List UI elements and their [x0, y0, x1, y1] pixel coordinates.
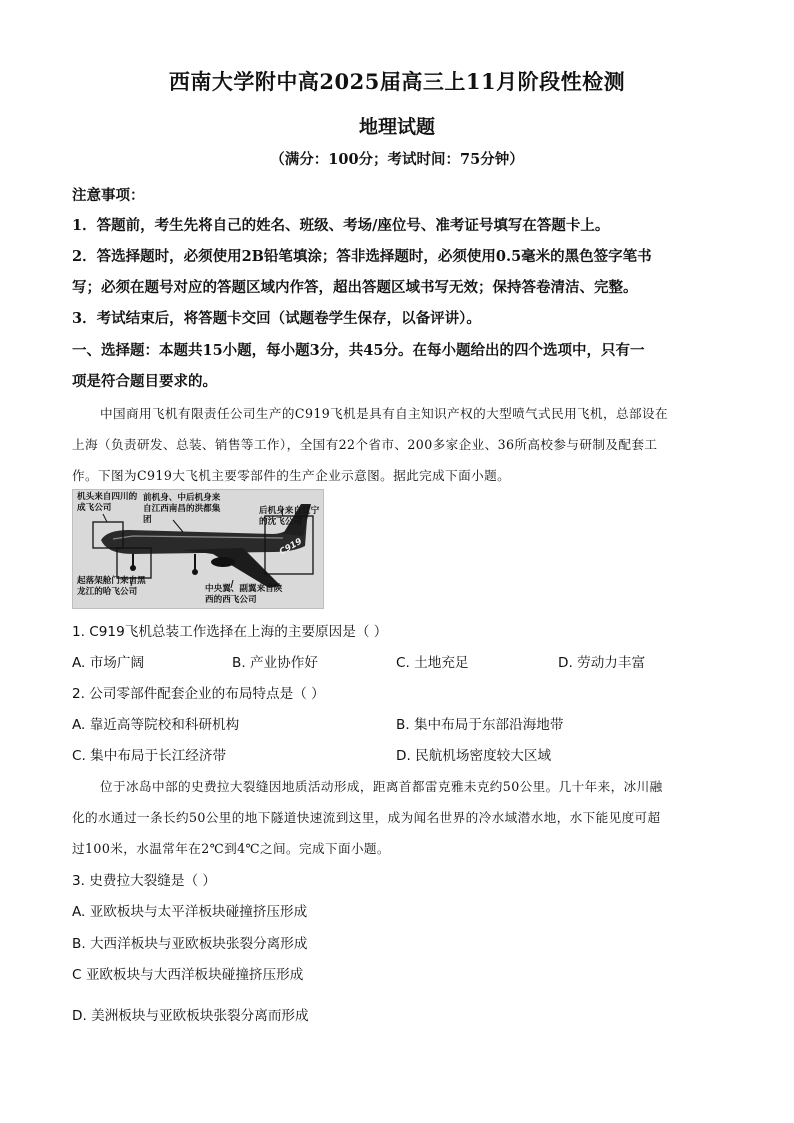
exam-meta: （满分：100分；考试时间：75分钟） — [270, 151, 524, 168]
notice-item-3: 3．考试结束后，将答题卡交回（试题卷学生保存，以备评讲）。 — [72, 310, 481, 327]
passage-1-line-1: 中国商用飞机有限责任公司生产的C919飞机是具有自主知识产权的大型喷气式民用飞机，总部设在 — [100, 406, 669, 421]
figure-label-wing: 中央翼、副翼来自陕西的西飞公司 — [205, 584, 283, 605]
figure-label-landing-gear: 起落架舱门来自黑龙江的哈飞公司 — [77, 576, 146, 597]
subject-title: 地理试题 — [358, 116, 435, 138]
question-1-stem: 1. C919飞机总装工作选择在上海的主要原因是（ ） — [72, 624, 388, 640]
question-2-option-a: A. 靠近高等院校和科研机构 — [72, 717, 240, 733]
tail-mark-c919: C919 — [277, 536, 304, 558]
notice-item-2-line-2: 写；必须在题号对应的答题区域内作答，超出答题区域书写无效；保持答卷清洁、完整。 — [72, 279, 638, 296]
notice-item-2-line-1: 2．答选择题时，必须使用2B铅笔填涂；答非选择题时，必须使用0.5毫米的黑色签字笔书 — [72, 248, 652, 265]
question-3-stem: 3. 史费拉大裂缝是（ ） — [72, 873, 216, 889]
passage-2-line-3: 过100米，水温常年在2℃到4℃之间。完成下面小题。 — [72, 841, 390, 856]
figure-label-forward-fuselage: 前机身、中后机身来自江西南昌的洪都集团 — [143, 493, 221, 525]
section-heading-line-1: 一、选择题：本题共15小题，每小题3分，共45分。在每小题给出的四个选项中，只有一 — [72, 342, 645, 359]
question-1-option-d: D. 劳动力丰富 — [558, 655, 646, 671]
question-1-option-b: B. 产业协作好 — [232, 655, 318, 671]
notice-heading: 注意事项： — [72, 187, 145, 204]
exam-title: 西南大学附中高2025届高三上11月阶段性检测 — [168, 69, 626, 94]
passage-1-line-3: 作。下图为C919大飞机主要零部件的生产企业示意图。据此完成下面小题。 — [72, 468, 511, 483]
notice-item-1: 1．答题前，考生先将自己的姓名、班级、考场/座位号、准考证号填写在答题卡上。 — [72, 217, 610, 234]
question-3-option-d: D. 美洲板块与亚欧板块张裂分离而形成 — [72, 1008, 309, 1024]
figure-label-nose: 机头来自四川的成飞公司 — [77, 492, 138, 513]
question-2-option-c: C. 集中布局于长江经济带 — [72, 748, 227, 764]
question-2-option-b: B. 集中布局于东部沿海地带 — [396, 717, 564, 733]
passage-1-line-2: 上海（负责研发、总装、销售等工作），全国有22个省市、200多家企业、36所高校参与研制及配套工 — [72, 437, 658, 452]
c919-parts-figure — [72, 489, 324, 609]
passage-2-line-1: 位于冰岛中部的史费拉大裂缝因地质活动形成，距离首都雷克雅未克约50公里。几十年来，冰川融 — [100, 779, 663, 794]
section-heading-line-2: 项是符合题目要求的。 — [72, 373, 217, 390]
question-2-stem: 2. 公司零部件配套企业的布局特点是（ ） — [72, 686, 325, 702]
passage-2-line-2: 化的水通过一条长约50公里的地下隧道快速流到这里，成为闻名世界的冷水域潜水地，水下能见度可超 — [72, 810, 661, 825]
question-2-option-d: D. 民航机场密度较大区域 — [396, 748, 552, 764]
question-1-option-c: C. 土地充足 — [396, 655, 469, 671]
question-1-option-a: A. 市场广阔 — [72, 655, 145, 671]
question-3-option-b: B. 大西洋板块与亚欧板块张裂分离形成 — [72, 936, 308, 952]
figure-label-rear-fuselage: 后机身来自辽宁的沈飞公司 — [259, 506, 320, 527]
question-3-option-a: A. 亚欧板块与太平洋板块碰撞挤压形成 — [72, 904, 308, 920]
question-3-option-c: C 亚欧板块与大西洋板块碰撞挤压形成 — [72, 967, 304, 983]
